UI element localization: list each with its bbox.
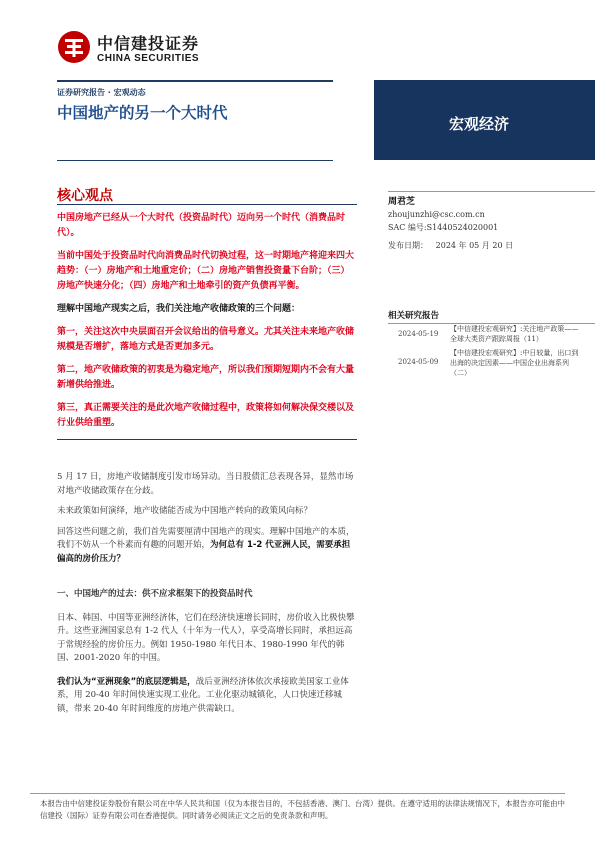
header-bottom-rule [57, 160, 333, 161]
related-report-date: 2024-05-09 [398, 358, 439, 366]
publish-date-row [388, 239, 513, 252]
related-report-date: 2024-05-19 [398, 330, 439, 338]
report-title: 中国地产的另一个大时代 [57, 104, 228, 122]
logo-name-en: CHINA SECURITIES [97, 53, 200, 64]
core-view-bottom-rule [57, 439, 357, 440]
publish-date-label: 发布日期： [388, 241, 428, 250]
citic-logo-icon [57, 30, 91, 64]
core-view-heading: 核心观点 [57, 188, 113, 204]
body-paragraph-5-text: 战后亚洲经济体依次承接欧美国家工业体系，用 20-40 年时间快速实现工业化。工业化驱动城镇化，人口快速迁移城镇，带来 20-40 年时间维度的房地产供需缺口。 [57, 676, 349, 714]
body-paragraph-5-emphasis: 我们认为“亚洲现象”的底层逻辑是， [57, 676, 196, 687]
author-email[interactable]: zhoujunzhi@csc.com.cn [388, 210, 485, 219]
category-label: 宏观经济 [449, 115, 510, 133]
core-paragraph-5: 第二，地产收储政策的初衷是为稳定地产，所以我们预期短期内不会有大量新增供给推进。 [57, 365, 355, 390]
related-report-link[interactable]: 【中信建投宏观研究】:中日较量，出口到出海的决定因素——中国企业出海系列（二） [450, 349, 579, 377]
author-name: 周君芝 [388, 197, 416, 207]
body-text [57, 471, 357, 716]
sidebar-rule [388, 191, 595, 192]
core-paragraph-1: 中国房地产已经从一个大时代（投资品时代）迈向另一个时代（消费品时代）。 [57, 213, 346, 238]
core-paragraph-3: 理解中国地产现实之后，我们关注地产收储政策的三个问题： [57, 304, 301, 314]
body-paragraph-4: 日本、韩国、中国等亚洲经济体，它们在经济快速增长同时，房价收入比极快攀升。这些亚洲国家总有 1-2 代人（十年为一代人），享受高增长同时，承担远高于常规经验的房价压力。例如 1950-1980 年代日本、1980-1990 年代的韩国、2001-2020 年的中国。 [57, 612, 355, 663]
body-paragraph-3 [57, 526, 357, 567]
report-kicker: 证券研究报告 · 宏观动态 [57, 88, 146, 97]
header-rule [57, 80, 333, 82]
disclaimer-footer: 本报告由中信建投证券股份有限公司在中华人民共和国（仅为本报告目的，不包括香港、澳门、台湾）提供。在遵守适用的法律法规情况下，本报告亦可能由中信建投（国际）证券有限公司在香港提供。同时请务必阅读正文之后的免责条款和声明。 [40, 799, 565, 820]
logo-name-cn: 中信建投证券 [97, 34, 200, 53]
core-paragraph-4: 第一，关注这次中央层面召开会议给出的信号意义。尤其关注未来地产收储规模是否增扩，落地方式是否更加多元。 [57, 327, 355, 352]
body-paragraph-3-text: 回答这些问题之前，我们首先需要厘清中国地产的现实。理解中国地产的本质，我们不妨从一个朴素而有趣的问题开始， [57, 526, 355, 550]
core-paragraph-2: 当前中国处于投资品时代向消费品时代切换过程，这一时期地产将迎来四大趋势：（一）房地产和土地重定价；（二）房地产销售投资量下台阶；（三）房地产快速分化；（四）房地产和土地牵引的资产负债再平衡。 [57, 251, 355, 291]
footer-rule [30, 793, 565, 794]
core-view-rule [57, 204, 357, 205]
core-paragraph-6: 第三，真正需要关注的是此次地产收储过程中，政策将如何解决保交楼以及行业供给重塑。 [57, 403, 355, 428]
publish-date: 2024 年 05 月 20 日 [435, 241, 514, 250]
related-report-link[interactable]: 【中信建投宏观研究】:关注地产政策——全球大类资产跟踪周报（11） [450, 325, 579, 343]
body-paragraph-3-emphasis: 为何总有 1-2 代亚洲人民，需要承担偏高的房价压力？ [57, 540, 351, 564]
core-view-section [57, 211, 357, 431]
related-reports-heading: 相关研究报告 [388, 311, 440, 321]
section-heading-1: 一、中国地产的过去：供不应求框架下的投资品时代 [57, 589, 253, 599]
body-paragraph-2: 未来政策如何演绎，地产收储能否成为中国地产转向的政策风向标？ [57, 506, 313, 516]
company-logo [57, 30, 217, 70]
category-banner [374, 80, 595, 160]
body-paragraph-1: 5 月 17 日，房地产收储制度引发市场异动。当日股债汇总表现各异，显然市场对地产收储政策存在分歧。 [57, 472, 354, 496]
body-paragraph-5 [57, 676, 357, 717]
author-sac-number: SAC 编号:S1440524020001 [388, 223, 499, 232]
